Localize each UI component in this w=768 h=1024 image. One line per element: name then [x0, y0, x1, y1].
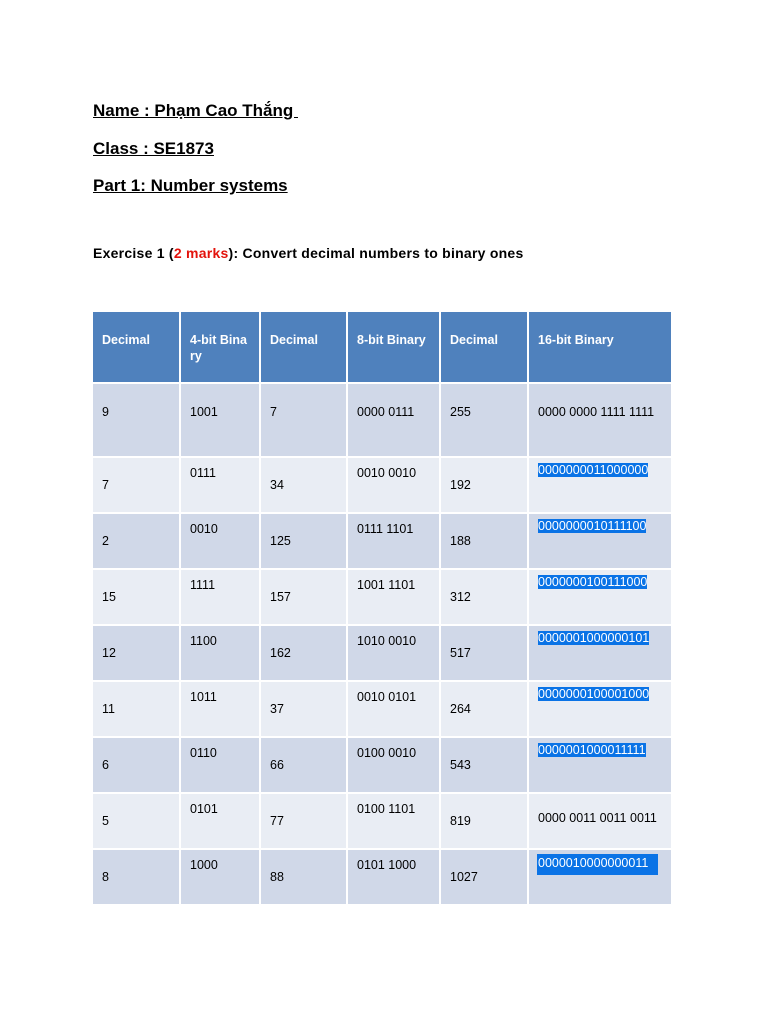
- binary-16-cell: [529, 850, 671, 906]
- decimal-4-cell: 11: [93, 682, 181, 738]
- decimal-4-cell: 2: [93, 514, 181, 570]
- binary-8-cell: 0101 1000: [348, 850, 441, 906]
- table-header-row: [93, 312, 671, 384]
- decimal-8-cell: 7: [261, 384, 348, 458]
- binary-8-cell: 0010 0101: [348, 682, 441, 738]
- header-16-bit-binary: 16-bit Binary: [529, 312, 671, 384]
- decimal-16-cell: 264: [441, 682, 529, 738]
- decimal-4-cell: 5: [93, 794, 181, 850]
- binary-16-cell: [529, 682, 671, 738]
- binary-4-cell: 0111: [181, 458, 261, 514]
- binary-16-cell: [529, 626, 671, 682]
- decimal-8-cell: 125: [261, 514, 348, 570]
- part-title: Part 1: Number systems: [93, 176, 288, 195]
- binary-4-cell: 1011: [181, 682, 261, 738]
- binary-8-cell: 0100 1101: [348, 794, 441, 850]
- student-class: Class : SE1873: [93, 139, 214, 158]
- binary-16-value: 0000001000000101: [538, 631, 650, 645]
- header-4-bit-binary: 4-bit Binary: [181, 312, 261, 384]
- header-decimal-16: Decimal: [441, 312, 529, 384]
- binary-16-value: 0000000100001000: [538, 687, 650, 701]
- binary-16-value: 0000000011000000: [538, 463, 649, 477]
- binary-4-cell: 1100: [181, 626, 261, 682]
- binary-8-cell: 0100 0010: [348, 738, 441, 794]
- decimal-16-cell: 517: [441, 626, 529, 682]
- exercise-prefix: Exercise 1 (: [93, 245, 174, 261]
- decimal-16-cell: 543: [441, 738, 529, 794]
- binary-8-cell: 0010 0010: [348, 458, 441, 514]
- binary-16-value: 0000 0000 1111 1111: [538, 405, 655, 419]
- exercise-marks: 2 marks: [173, 245, 229, 261]
- decimal-16-cell: 255: [441, 384, 529, 458]
- binary-16-value: 0000010000000011: [537, 854, 658, 875]
- table-row: [93, 384, 671, 458]
- decimal-4-cell: 12: [93, 626, 181, 682]
- decimal-16-cell: 1027: [441, 850, 529, 906]
- conversion-table: [93, 312, 671, 906]
- decimal-8-cell: 66: [261, 738, 348, 794]
- decimal-8-cell: 157: [261, 570, 348, 626]
- table-row: [93, 794, 671, 850]
- binary-4-cell: 0010: [181, 514, 261, 570]
- binary-8-cell: 0000 0111: [348, 384, 441, 458]
- decimal-8-cell: 88: [261, 850, 348, 906]
- binary-4-cell: 1000: [181, 850, 261, 906]
- binary-4-cell: 0101: [181, 794, 261, 850]
- header-decimal-4: Decimal: [93, 312, 181, 384]
- binary-4-cell: 1001: [181, 384, 261, 458]
- table-row: [93, 682, 671, 738]
- decimal-4-cell: 6: [93, 738, 181, 794]
- header-8-bit-binary: 8-bit Binary: [348, 312, 441, 384]
- decimal-8-cell: 162: [261, 626, 348, 682]
- decimal-8-cell: 77: [261, 794, 348, 850]
- table-row: [93, 738, 671, 794]
- decimal-4-cell: 8: [93, 850, 181, 906]
- exercise-instruction: ): Convert decimal numbers to binary ones: [228, 245, 524, 261]
- binary-8-cell: 1010 0010: [348, 626, 441, 682]
- binary-16-cell: [529, 738, 671, 794]
- decimal-4-cell: 9: [93, 384, 181, 458]
- decimal-8-cell: 37: [261, 682, 348, 738]
- binary-16-value: 0000000010111100: [538, 519, 647, 533]
- binary-16-cell: [529, 514, 671, 570]
- decimal-16-cell: 312: [441, 570, 529, 626]
- table-row: [93, 850, 671, 906]
- decimal-4-cell: 7: [93, 458, 181, 514]
- binary-16-value: 0000001000011111: [538, 743, 646, 757]
- decimal-16-cell: 192: [441, 458, 529, 514]
- table-row: [93, 514, 671, 570]
- binary-16-cell: [529, 794, 671, 850]
- decimal-4-cell: 15: [93, 570, 181, 626]
- header-decimal-8: Decimal: [261, 312, 348, 384]
- binary-8-cell: 1001 1101: [348, 570, 441, 626]
- table-row: [93, 626, 671, 682]
- table-row: [93, 458, 671, 514]
- binary-16-value: 0000000100111000: [538, 575, 648, 589]
- exercise-title: [93, 245, 524, 261]
- binary-4-cell: 0110: [181, 738, 261, 794]
- student-name: Name : Phạm Cao Thắng: [93, 101, 298, 120]
- binary-16-cell: [529, 384, 671, 458]
- table-row: [93, 570, 671, 626]
- decimal-8-cell: 34: [261, 458, 348, 514]
- binary-4-cell: 1111: [181, 570, 261, 626]
- binary-16-cell: [529, 570, 671, 626]
- decimal-16-cell: 819: [441, 794, 529, 850]
- binary-16-value: 0000 0011 0011 0011: [538, 811, 657, 825]
- decimal-16-cell: 188: [441, 514, 529, 570]
- binary-8-cell: 0111 1101: [348, 514, 441, 570]
- binary-16-cell: [529, 458, 671, 514]
